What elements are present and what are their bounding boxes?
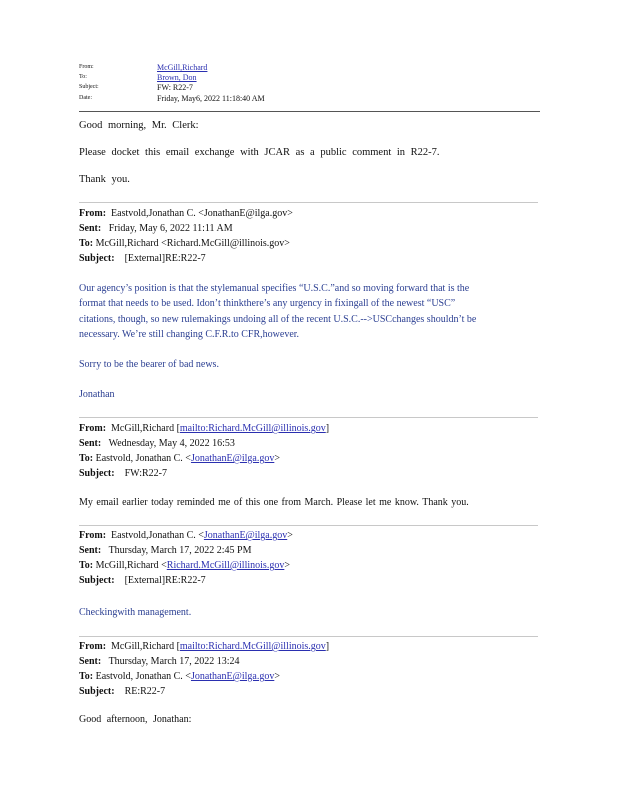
- message-3-to-label: To:: [79, 560, 94, 571]
- message-2-from-name: McGill,Richard [: [111, 423, 180, 434]
- message-2-body: My email earlier today reminded me of this one from March. Please let me know. Thank you.: [79, 497, 469, 508]
- message-2-from-link[interactable]: mailto:Richard.McGill@illinois.gov: [179, 423, 326, 434]
- message-3-to-name: McGill,Richard <: [95, 560, 167, 571]
- header-date-value: Friday, May6, 2022 11:18:40 AM: [157, 94, 265, 103]
- message-1-signature: Jonathan: [79, 389, 115, 400]
- message-separator: [79, 202, 538, 203]
- message-4-from-label: From:: [79, 641, 107, 652]
- message-2-subject-label: Subject:: [79, 468, 115, 479]
- message-1-sent: Friday, May 6, 2022 11:11 AM: [108, 223, 233, 234]
- header-date-label: Date:: [79, 95, 92, 101]
- message-3-body: Checkingwith management.: [79, 607, 192, 618]
- message-3-to-link[interactable]: Richard.McGill@illinois.gov: [166, 560, 285, 571]
- message-1-from: Eastvold,Jonathan C. <JonathanE@ilga.gov>: [111, 208, 293, 219]
- message-1-subject: [External]RE:R22-7: [124, 253, 206, 264]
- intro-thanks: Thank you.: [79, 174, 130, 185]
- message-3-subject-label: Subject:: [79, 575, 115, 586]
- header-to-label: To:: [79, 74, 87, 80]
- message-2-to-tail: >: [274, 453, 280, 464]
- message-3-subject: [External]RE:R22-7: [124, 575, 206, 586]
- message-4-subject-label: Subject:: [79, 686, 115, 697]
- message-3-from-label: From:: [79, 530, 107, 541]
- message-3-from-name: Eastvold,Jonathan C. <: [111, 530, 204, 541]
- message-3-from-link[interactable]: JonathanE@ilga.gov: [203, 530, 288, 541]
- message-4-to-link[interactable]: JonathanE@ilga.gov: [190, 671, 275, 682]
- message-2-to-link[interactable]: JonathanE@ilga.gov: [190, 453, 275, 464]
- message-2-sent: Wednesday, May 4, 2022 16:53: [108, 438, 235, 449]
- message-4-to-name: Eastvold, Jonathan C. <: [95, 671, 191, 682]
- message-3-to-tail: >: [284, 560, 290, 571]
- message-4-header: [79, 639, 329, 699]
- message-1-body: [79, 281, 534, 342]
- message-4-from-name: McGill,Richard [: [111, 641, 180, 652]
- message-4-to-label: To:: [79, 671, 94, 682]
- message-1-body-p2: Sorry to be the bearer of bad news.: [79, 359, 219, 370]
- message-1-subject-label: Subject:: [79, 253, 115, 264]
- message-1-to-label: To:: [79, 238, 94, 249]
- header-subject-value: FW: R22-7: [157, 83, 193, 92]
- message-4-to-tail: >: [274, 671, 280, 682]
- message-2-header: [79, 421, 329, 481]
- message-separator: [79, 636, 538, 637]
- message-2-to-label: To:: [79, 453, 94, 464]
- message-4-subject: RE:R22-7: [124, 686, 166, 697]
- header-divider: [79, 111, 540, 112]
- message-4-from-link[interactable]: mailto:Richard.McGill@illinois.gov: [179, 641, 326, 652]
- message-4-sent: Thursday, March 17, 2022 13:24: [108, 656, 240, 667]
- intro-request: Please docket this email exchange with JCAR as a public comment in R22-7.: [79, 147, 440, 158]
- message-3-from-tail: >: [287, 530, 293, 541]
- header-from-label: From:: [79, 64, 94, 70]
- message-1-body-line: format that needs to be used. Idon’t thinkthere’s any urgency in fixingall of the newest “USC”: [79, 298, 456, 310]
- message-2-subject: FW:R22-7: [124, 468, 167, 479]
- message-1-sent-label: Sent:: [79, 223, 102, 234]
- message-3-sent: Thursday, March 17, 2022 2:45 PM: [108, 545, 252, 556]
- message-1-body-line: citations, though, so new rulemakings undoing all of the recent U.S.C.-->USCchanges shouldn’t be: [79, 313, 477, 325]
- message-2-sent-label: Sent:: [79, 438, 102, 449]
- message-separator: [79, 417, 538, 418]
- message-separator: [79, 525, 538, 526]
- header-subject-label: Subject:: [79, 84, 99, 90]
- message-3-header: [79, 528, 293, 588]
- message-2-from-label: From:: [79, 423, 107, 434]
- message-1-body-line: necessary. We’re still changing C.F.R.to CFR,however.: [79, 328, 300, 340]
- message-2-from-tail: ]: [325, 423, 330, 434]
- header-from-link[interactable]: McGill,Richard: [157, 63, 208, 72]
- message-4-sent-label: Sent:: [79, 656, 102, 667]
- message-1-to: McGill,Richard <Richard.McGill@illinois.gov>: [95, 238, 290, 249]
- message-1-header: [79, 206, 293, 266]
- intro-greeting: Good morning, Mr. Clerk:: [79, 120, 199, 131]
- message-4-body: Good afternoon, Jonathan:: [79, 714, 192, 725]
- header-to-link[interactable]: Brown, Don: [157, 73, 197, 82]
- message-4-from-tail: ]: [325, 641, 330, 652]
- message-1-from-label: From:: [79, 208, 107, 219]
- message-3-sent-label: Sent:: [79, 545, 102, 556]
- message-2-to-name: Eastvold, Jonathan C. <: [95, 453, 191, 464]
- message-1-body-line: Our agency’s position is that the stylemanual specifies “U.S.C.”and so moving forward that is the: [79, 283, 470, 294]
